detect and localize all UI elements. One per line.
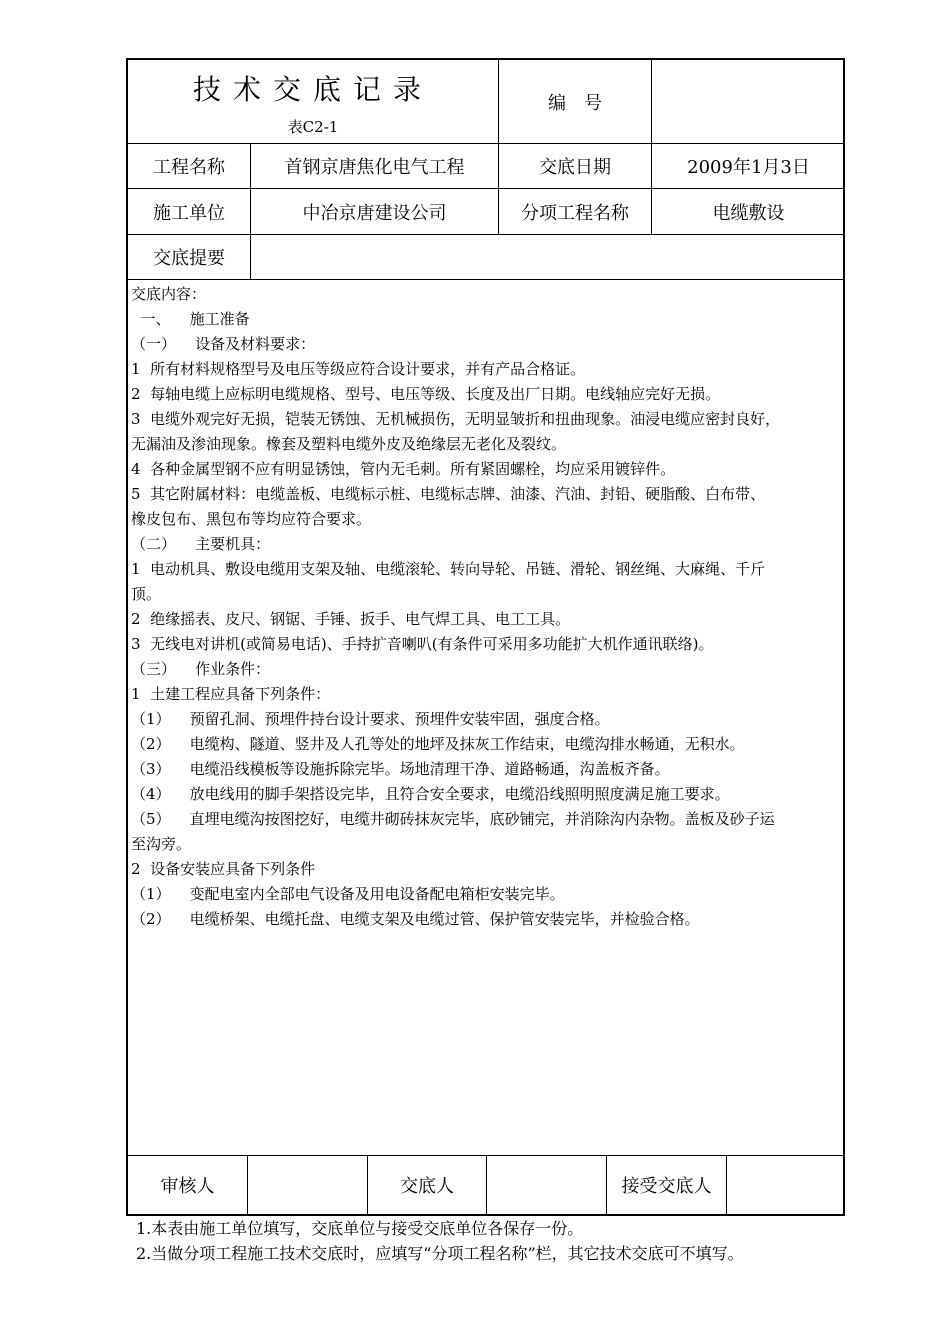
reviewer-value-cell: [248, 1156, 368, 1214]
content-line: 4 各种金属型钢不应有明显锈蚀，管内无毛刺。所有紧固螺栓，均应采用镀锌件。: [131, 460, 676, 478]
contractor-value: 中冶京唐建设公司: [302, 202, 447, 224]
subproject-value-cell: [652, 189, 845, 234]
summary-value-cell: [251, 235, 845, 279]
footer-notes: [136, 1216, 744, 1266]
summary-row: [128, 235, 843, 280]
content-line: （一） 设备及材料要求：: [131, 335, 316, 353]
subproject-value: 电缆敷设: [712, 202, 785, 224]
content-line: 2 绝缘摇表、皮尺、钢锯、手锤、扳手、电气焊工具、电工工具。: [131, 610, 571, 628]
content-line: 3 电缆外观完好无损，铠装无锈蚀、无机械损伤，无明显皱折和扭曲现象。油浸电缆应密封良好，: [131, 410, 781, 428]
receiver-label: 接受交底人: [621, 1176, 712, 1197]
contractor-value-cell: [251, 189, 499, 234]
content-line: 1 所有材料规格型号及电压等级应符合设计要求，并有产品合格证。: [131, 360, 586, 378]
project-name-label-cell: [128, 144, 251, 188]
header-row: [128, 60, 843, 144]
receiver-label-cell: [607, 1156, 727, 1214]
content-line: （2） 电缆桥架、电缆托盘、电缆支架及电缆过管、保护管安装完毕，并检验合格。: [131, 910, 700, 928]
content-line: （5） 直埋电缆沟按图挖好，电缆井砌砖抹灰完毕，底砂铺完，并消除沟内杂物。盖板及砂子运: [131, 810, 775, 828]
subproject-label: 分项工程名称: [521, 202, 629, 224]
contractor-row: [128, 189, 843, 235]
content-line: 顶。: [131, 585, 162, 603]
content-line: 橡皮包布、黑包布等均应符合要求。: [131, 510, 372, 528]
number-label-cell: [499, 60, 652, 143]
form-title: 技术交底记录: [192, 73, 433, 106]
receiver-value-cell: [727, 1156, 845, 1214]
signature-row: [128, 1156, 843, 1214]
content-line: 一、 施工准备: [131, 310, 250, 328]
project-name-value-cell: [251, 144, 499, 188]
contractor-label: 施工单位: [153, 202, 225, 224]
content-line: （二） 主要机具：: [131, 535, 271, 553]
project-row: [128, 144, 843, 189]
content-line: 1 土建工程应具备下列条件：: [131, 685, 331, 703]
number-value-cell: [652, 60, 845, 143]
content-line: 2 设备安装应具备下列条件: [131, 860, 316, 878]
content-line: 1 电动机具、敷设电缆用支架及轴、电缆滚轮、转向导轮、吊链、滑轮、钢丝绳、大麻绳、千斤: [131, 560, 766, 578]
disclosure-content: [128, 280, 843, 1156]
content-line: 交底内容：: [131, 285, 207, 303]
reviewer-label-cell: [128, 1156, 248, 1214]
content-line: 5 其它附属材料：电缆盖板、电缆标示桩、电缆标志牌、油漆、汽油、封铅、硬脂酸、白布带、: [131, 485, 766, 503]
content-line: （3） 电缆沿线模板等设施拆除完毕。场地清理干净、道路畅通，沟盖板齐备。: [131, 760, 670, 778]
summary-label: 交底提要: [153, 248, 225, 269]
content-line: （1） 预留孔洞、预埋件持台设计要求、预埋件安装牢固，强度合格。: [131, 710, 610, 728]
content-line: （2） 电缆构、隧道、竖井及人孔等处的地坪及抹灰工作结束，电缆沟排水畅通，无积水。: [131, 735, 745, 753]
content-line: 3 无线电对讲机(或简易电话)、手持扩音喇叭(有条件可采用多功能扩大机作通讯联络)。: [131, 635, 714, 653]
title-cell: [128, 60, 499, 143]
date-value-cell: [652, 144, 845, 188]
content-line: （三） 作业条件：: [131, 660, 271, 678]
summary-label-cell: [128, 235, 251, 279]
date-label-cell: [499, 144, 652, 188]
project-name-value: 首钢京唐焦化电气工程: [284, 157, 465, 178]
number-label: 编 号: [548, 92, 602, 114]
footer-note: 2.当做分项工程施工技术交底时，应填写“分项工程名称”栏，其它技术交底可不填写。: [136, 1244, 744, 1263]
content-line: 至沟旁。: [131, 835, 192, 853]
content-line: 无漏油及渗油现象。橡套及塑料电缆外皮及绝缘层无老化及裂纹。: [131, 435, 567, 453]
discloser-label-cell: [368, 1156, 487, 1214]
project-name-label: 工程名称: [153, 157, 225, 178]
form-number: 表C2-1: [287, 118, 339, 136]
date-value: 2009年1月3日: [687, 157, 810, 178]
technical-disclosure-form: [126, 58, 845, 1216]
reviewer-label: 审核人: [160, 1176, 215, 1197]
discloser-label: 交底人: [400, 1176, 454, 1197]
discloser-value-cell: [487, 1156, 607, 1214]
content-line: （4） 放电线用的脚手架搭设完毕，且符合安全要求，电缆沿线照明照度满足施工要求。: [131, 785, 730, 803]
footer-note: 1.本表由施工单位填写，交底单位与接受交底单位各保存一份。: [136, 1219, 584, 1238]
content-line: （1） 变配电室内全部电气设备及用电设备配电箱柜安装完毕。: [131, 885, 565, 903]
content-line: 2 每轴电缆上应标明电缆规格、型号、电压等级、长度及出厂日期。电线轴应完好无损。: [131, 385, 721, 403]
date-label: 交底日期: [539, 157, 611, 178]
contractor-label-cell: [128, 189, 251, 234]
subproject-label-cell: [499, 189, 652, 234]
